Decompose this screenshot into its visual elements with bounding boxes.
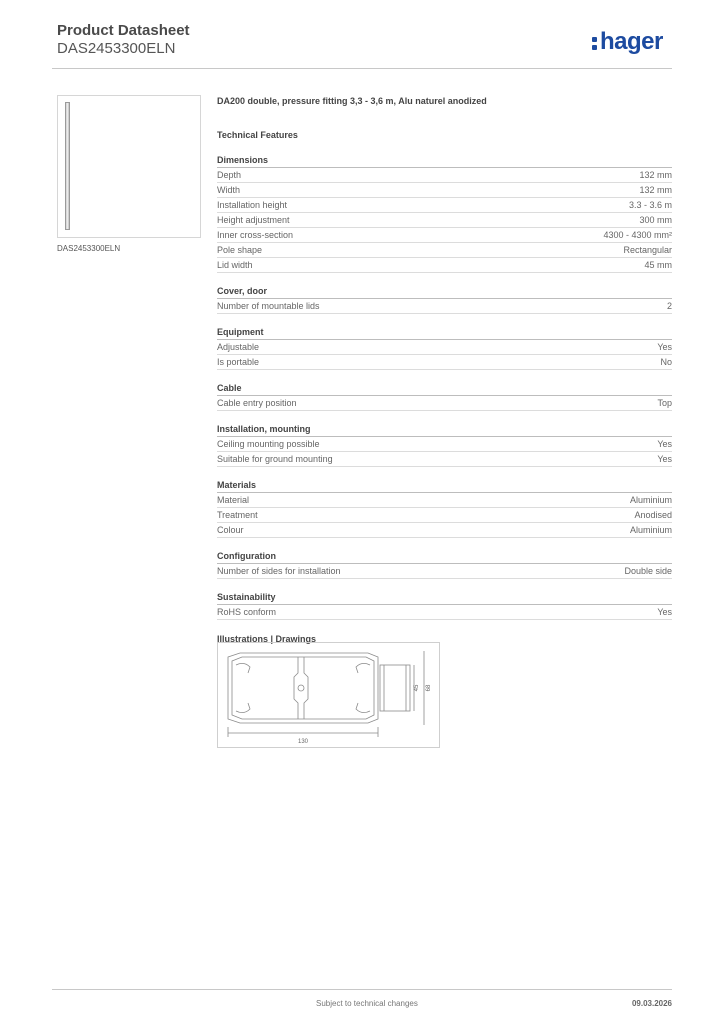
footer-divider: [52, 989, 672, 990]
illustrations-title: Illustrations | Drawings: [217, 634, 317, 644]
feature-label: Adjustable: [217, 342, 260, 352]
feature-label: Width: [217, 185, 241, 195]
header-divider: [52, 68, 672, 69]
feature-label: Suitable for ground mounting: [217, 454, 333, 464]
section-title: Materials: [217, 479, 672, 493]
feature-value: Anodised: [634, 510, 672, 520]
feature-value: Yes: [657, 342, 672, 352]
feature-row: [217, 299, 672, 314]
pole-icon: [65, 102, 70, 230]
product-code: DAS2453300ELN: [57, 40, 176, 57]
feature-value: 300 mm: [639, 215, 672, 225]
feature-section: [217, 550, 672, 579]
feature-value: Yes: [657, 454, 672, 464]
footer-note: Subject to technical changes: [316, 999, 418, 1008]
feature-label: Ceiling mounting possible: [217, 439, 320, 449]
feature-row: [217, 452, 672, 467]
feature-section: [217, 326, 672, 370]
feature-value: Aluminium: [629, 525, 672, 535]
dim-lid-label: 45: [414, 684, 420, 692]
product-image-caption: DAS2453300ELN: [57, 244, 121, 253]
section-title: Sustainability: [217, 591, 672, 605]
product-description: DA200 double, pressure fitting 3,3 - 3,6 m, Alu naturel anodized: [217, 96, 487, 106]
feature-value: Yes: [657, 439, 672, 449]
feature-section: [217, 591, 672, 620]
feature-label: Installation height: [217, 200, 288, 210]
feature-value: 132 mm: [639, 170, 672, 180]
feature-row: [217, 355, 672, 370]
feature-label: Number of sides for installation: [217, 566, 341, 576]
section-title: Dimensions: [217, 154, 672, 168]
footer-date: 09.03.2026: [631, 999, 672, 1008]
feature-label: Inner cross-section: [217, 230, 294, 240]
feature-row: [217, 508, 672, 523]
feature-row: [217, 258, 672, 273]
feature-section: [217, 423, 672, 467]
section-title: Cable: [217, 382, 672, 396]
section-title: Equipment: [217, 326, 672, 340]
section-title: Configuration: [217, 550, 672, 564]
section-title: Cover, door: [217, 285, 672, 299]
feature-row: [217, 493, 672, 508]
feature-label: Is portable: [217, 357, 260, 367]
feature-row: [217, 228, 672, 243]
feature-value: 132 mm: [639, 185, 672, 195]
feature-value: 3.3 - 3.6 m: [628, 200, 672, 210]
feature-label: RoHS conform: [217, 607, 277, 617]
feature-label: Pole shape: [217, 245, 263, 255]
feature-row: [217, 564, 672, 579]
feature-value: 4300 - 4300 mm²: [603, 230, 672, 240]
feature-row: [217, 213, 672, 228]
feature-row: [217, 396, 672, 411]
hager-logo: [592, 28, 663, 56]
technical-content: [217, 96, 672, 648]
feature-section: [217, 382, 672, 411]
feature-value: Top: [657, 398, 672, 408]
feature-row: [217, 168, 672, 183]
feature-label: Material: [217, 495, 250, 505]
feature-value: Rectangular: [623, 245, 672, 255]
technical-drawing: [217, 642, 440, 748]
feature-section: [217, 479, 672, 538]
technical-features-title: Technical Features: [217, 130, 298, 140]
feature-row: [217, 523, 672, 538]
feature-section: [217, 285, 672, 314]
feature-value: No: [660, 357, 672, 367]
feature-label: Cable entry position: [217, 398, 297, 408]
feature-label: Depth: [217, 170, 242, 180]
feature-section: [217, 154, 672, 273]
feature-sections: [217, 154, 672, 620]
feature-label: Lid width: [217, 260, 253, 270]
dim-height-label: 68: [426, 684, 432, 692]
feature-value: Double side: [624, 566, 672, 576]
feature-row: [217, 437, 672, 452]
feature-label: Colour: [217, 525, 244, 535]
feature-row: [217, 605, 672, 620]
dim-width-label: 130: [297, 739, 309, 745]
feature-row: [217, 340, 672, 355]
product-image: [57, 95, 201, 238]
section-title: Installation, mounting: [217, 423, 672, 437]
feature-label: Treatment: [217, 510, 258, 520]
feature-value: Yes: [657, 607, 672, 617]
feature-value: 2: [666, 301, 672, 311]
feature-label: Height adjustment: [217, 215, 290, 225]
feature-value: Aluminium: [629, 495, 672, 505]
feature-row: [217, 198, 672, 213]
feature-value: 45 mm: [644, 260, 672, 270]
logo-dots-icon: [592, 33, 598, 51]
logo-text: hager: [600, 28, 663, 55]
page-title: Product Datasheet: [57, 22, 190, 39]
feature-label: Number of mountable lids: [217, 301, 320, 311]
feature-row: [217, 243, 672, 258]
cross-section-drawing: [218, 643, 439, 747]
feature-row: [217, 183, 672, 198]
